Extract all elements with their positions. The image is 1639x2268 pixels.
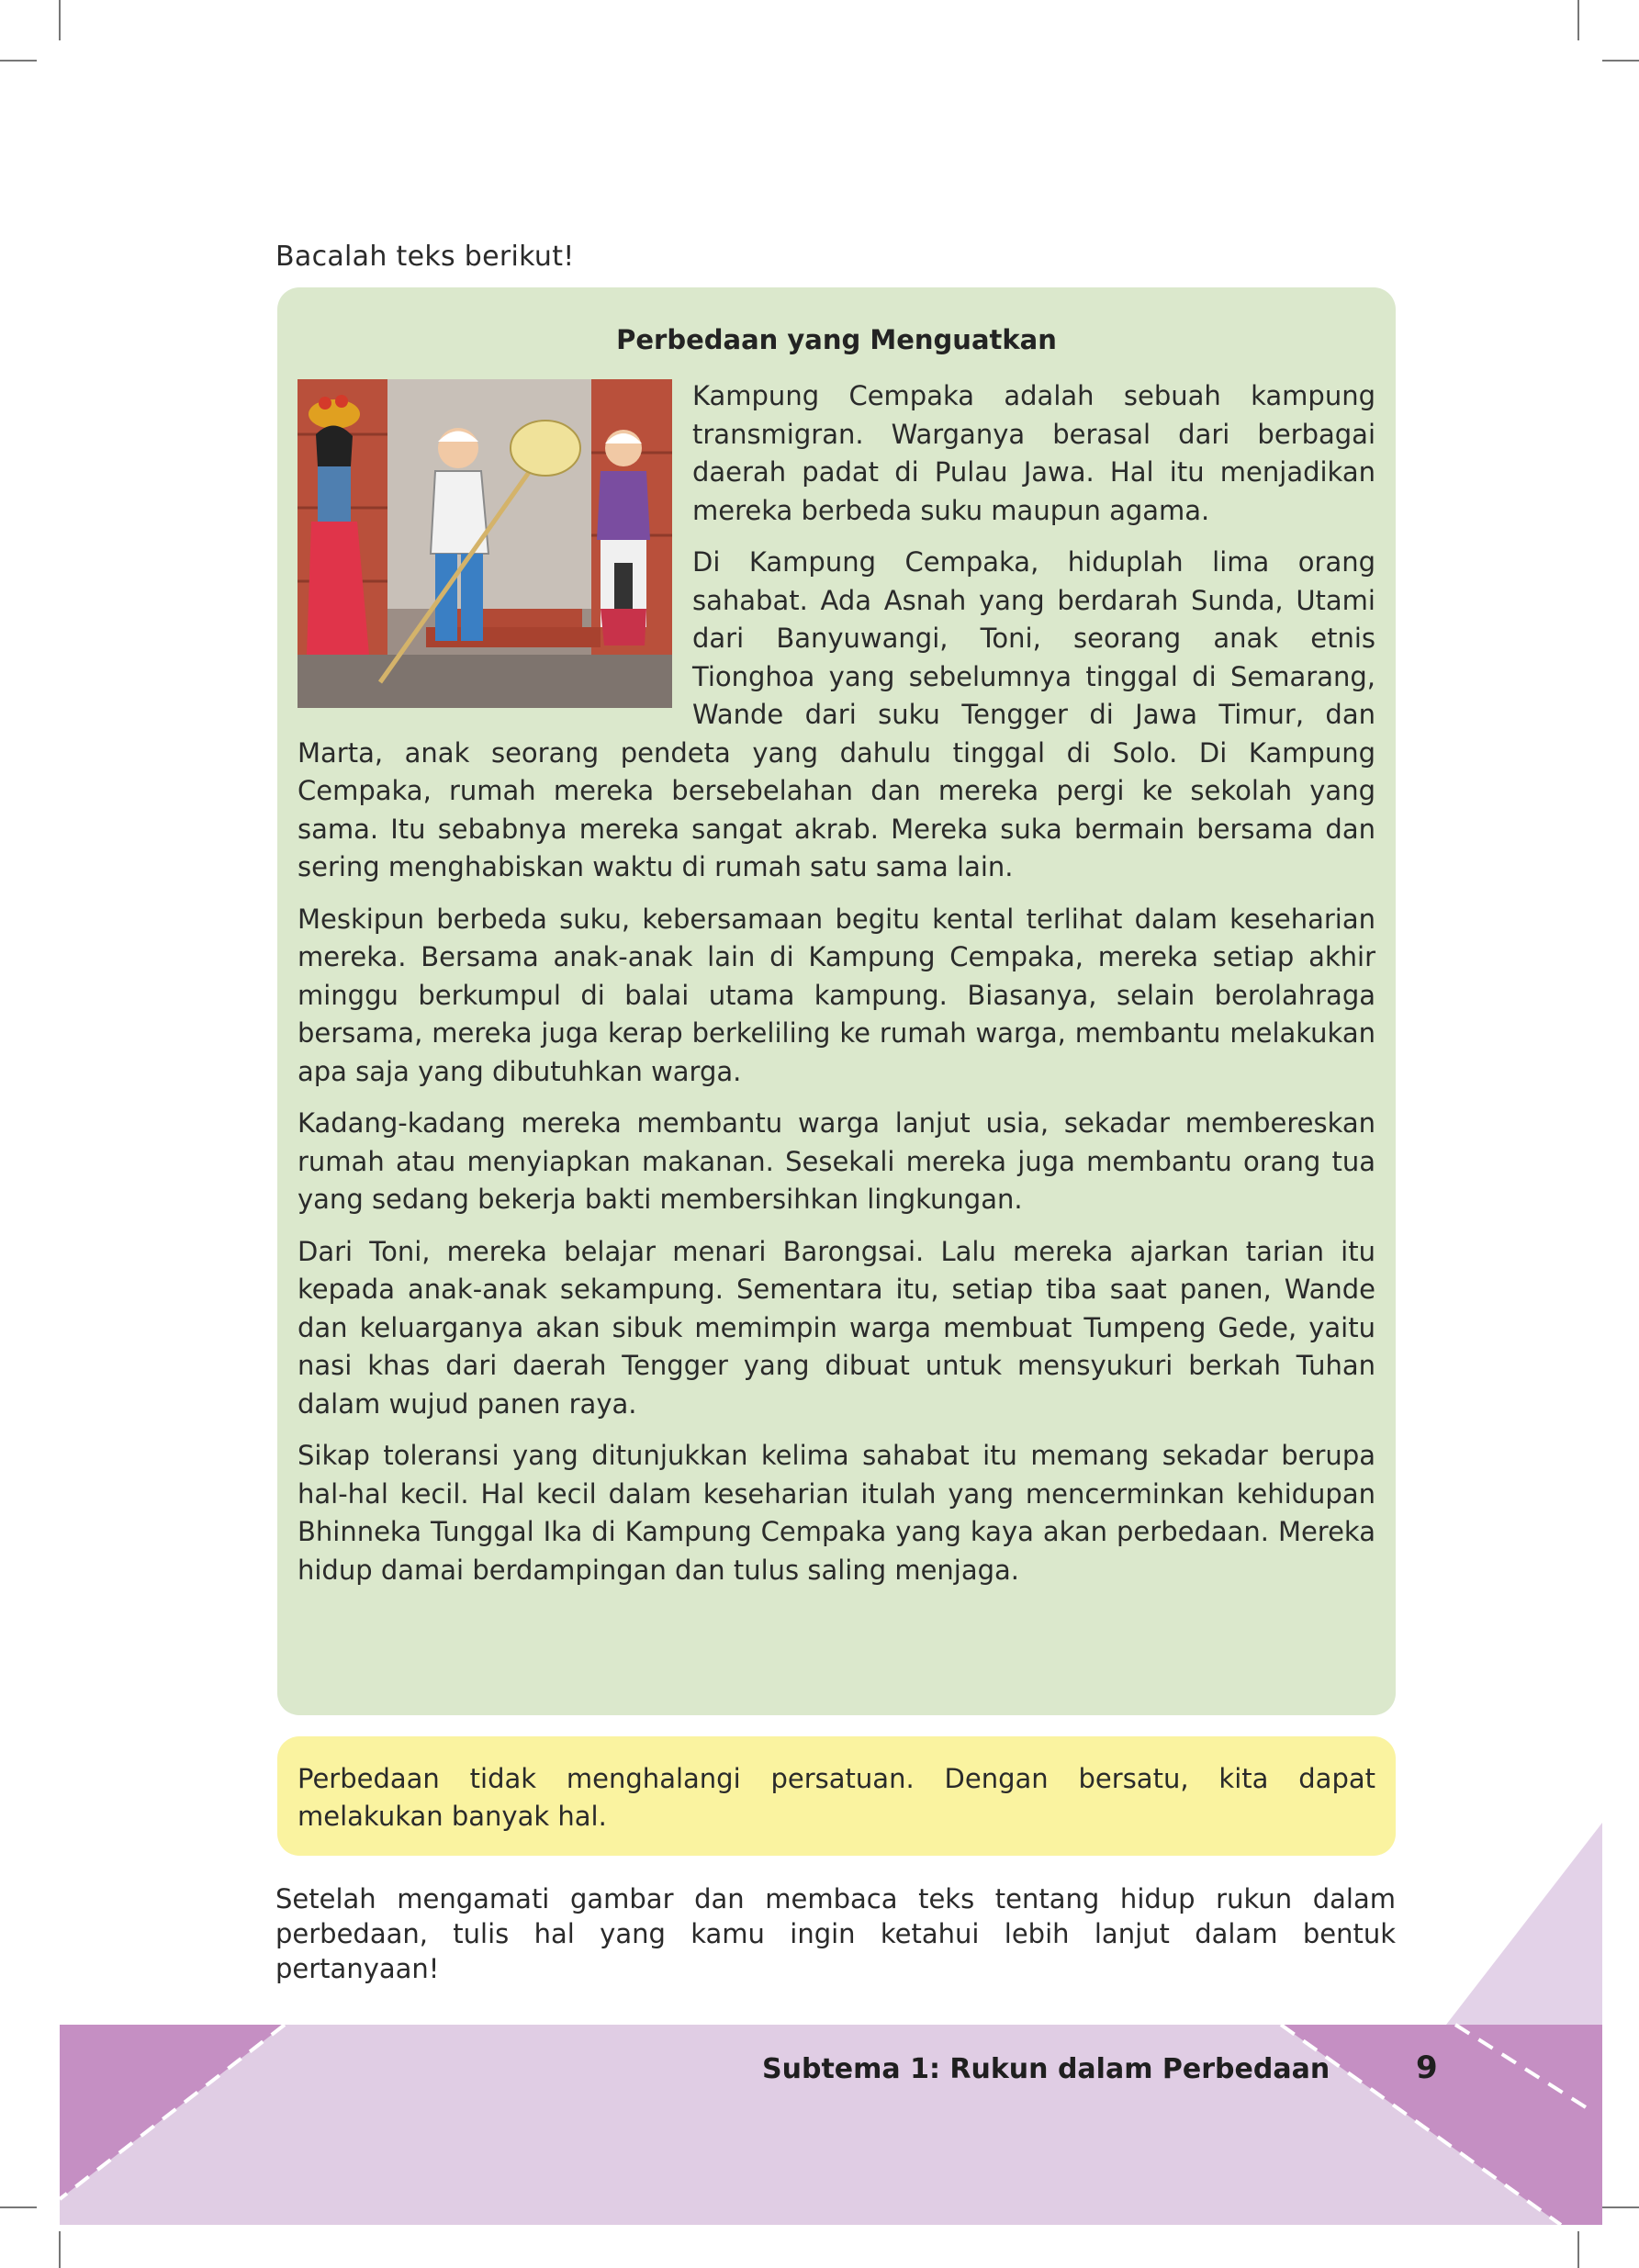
closing-instruction: Setelah mengamati gambar dan membaca teks tentang hidup rukun dalam perbedaan, tulis hal yang kamu ingin ketahui lebih lanjut dalam bentuk pertanyaan! xyxy=(275,1883,1396,1984)
note-text: Perbedaan tidak menghalangi persatuan. Dengan bersatu, kita dapat melakukan banyak hal. xyxy=(297,1763,1375,1832)
instruction-text: Bacalah teks berikut! xyxy=(275,241,575,273)
story-paragraph: Meskipun berbeda suku, kebersamaan begitu kental terlihat dalam keseharian mereka. Bersama anak-anak lain di Kampung Cempaka, mereka setiap akhir minggu berkumpul di balai utama kampung. Biasanya, selain berolahraga bersama, mereka juga kerap berkeliling ke rumah warga, membantu melakukan apa saja yang dibutuhkan warga. xyxy=(297,903,1375,1087)
story-paragraph: Kadang-kadang mereka membantu warga lanjut usia, sekadar membereskan rumah atau menyiapkan makanan. Sesekali mereka juga membantu orang tua yang sedang bekerja bakti membersihkan lingkungan. xyxy=(297,1107,1375,1215)
story-paragraph: Di Kampung Cempaka, hiduplah lima orang sahabat. Ada Asnah yang berdarah Sunda, Utami dari Banyuwangi, Toni, seorang anak etnis Tionghoa yang sebelumnya tinggal di Semarang, Wande dari suku Tengger di Jawa Timur, dan Marta, anak seorang pendeta yang dahulu tinggal di Solo. Di Kampung Cempaka, rumah mereka bersebelahan dan mereka pergi ke sekolah yang sama. Itu sebabnya mereka sangat akrab. Mereka suka bermain bersama dan sering menghabiskan waktu di rumah satu sama lain. xyxy=(297,546,1375,882)
story-title: Perbedaan yang Menguatkan xyxy=(616,324,1057,355)
story-box xyxy=(277,287,1396,1715)
children-illustration xyxy=(297,379,672,708)
story-paragraph: Dari Toni, mereka belajar menari Barongsai. Lalu mereka ajarkan tarian itu kepada anak-anak sekampung. Sementara itu, setiap tiba saat panen, Wande dan keluarganya akan sibuk memimpin warga membuat Tumpeng Gede, yaitu nasi khas dari daerah Tengger yang dibuat untuk mensyukuri berkah Tuhan dalam wujud panen raya. xyxy=(297,1235,1375,1420)
subtheme-label: Subtema 1: Rukun dalam Perbedaan xyxy=(762,2053,1330,2085)
page-number: 9 xyxy=(1416,2049,1438,2086)
story-paragraph: Sikap toleransi yang ditunjukkan kelima sahabat itu memang sekadar berupa hal-hal kecil. Hal kecil dalam keseharian itulah yang mencerminkan kehidupan Bhinneka Tunggal Ika di Kampung Cempaka yang kaya akan perbedaan. Mereka hidup damai berdampingan dan tulus saling menjaga. xyxy=(297,1440,1375,1586)
note-box xyxy=(277,1736,1396,1856)
story-paragraph: Kampung Cempaka adalah sebuah kampung transmigran. Warganya berasal dari berbagai daerah padat di Pulau Jawa. Hal itu menjadikan mereka berbeda suku maupun agama. xyxy=(692,380,1375,526)
